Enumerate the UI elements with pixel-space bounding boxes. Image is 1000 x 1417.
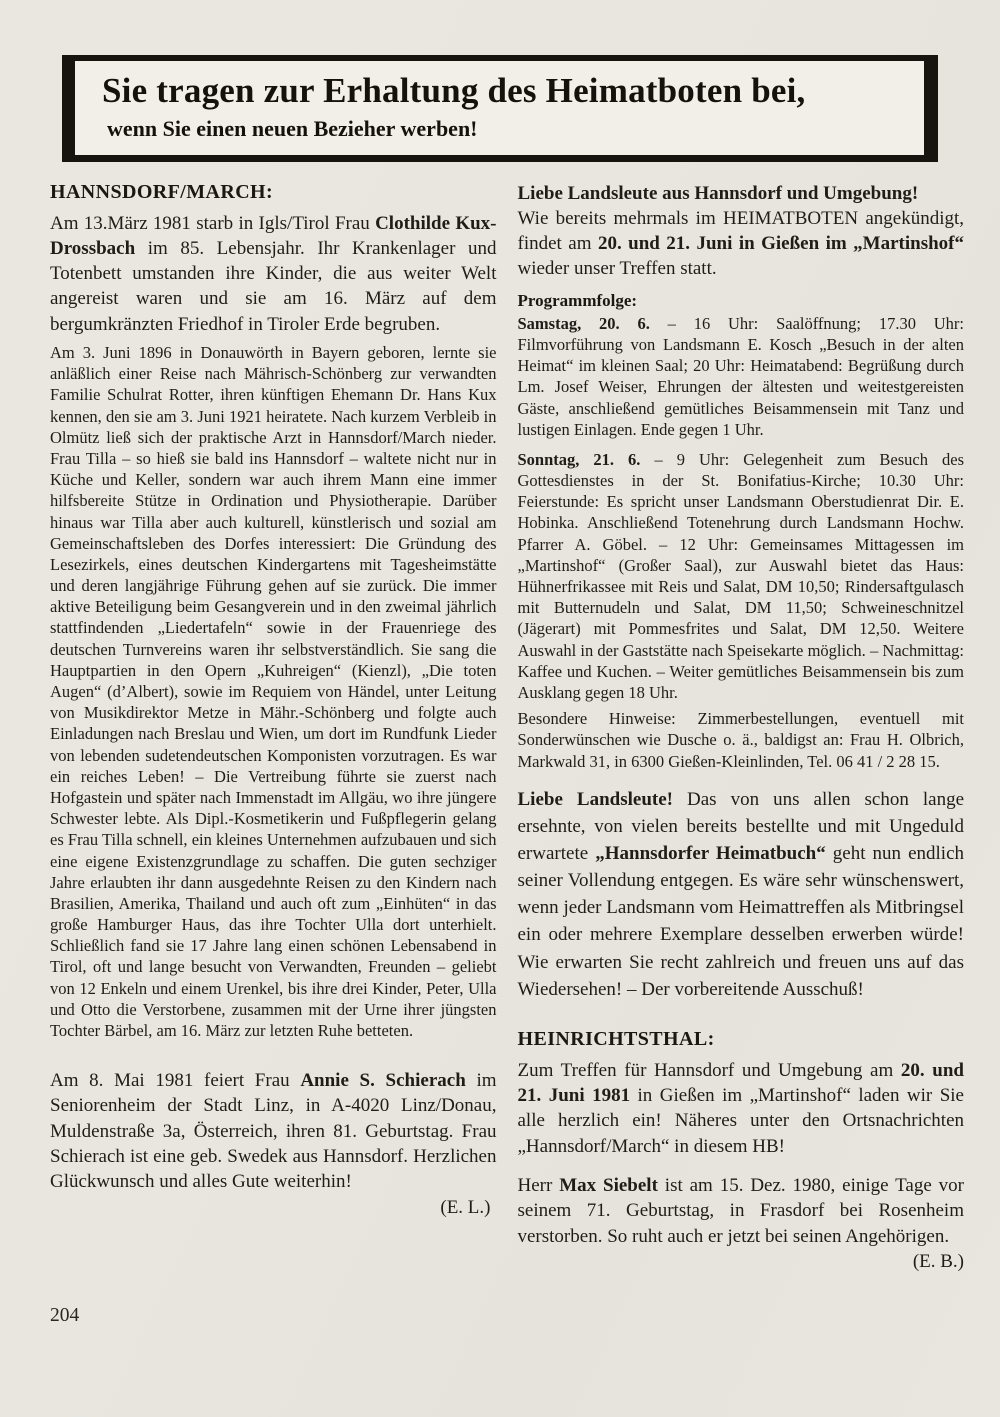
- emphasis-text: Clothilde Kux-Drossbach: [50, 212, 497, 259]
- obituary-kux-intro: [50, 211, 497, 337]
- body-text: Das von uns allen schon lange ersehnte, von vielen bereits bestellte und mit Ungeduld erwartete: [517, 788, 964, 864]
- promo-banner: [62, 55, 938, 162]
- program-saturday: [518, 313, 965, 440]
- heimatbuch-appeal: [518, 786, 965, 1003]
- emphasis-text: Max Siebelt: [559, 1175, 658, 1196]
- body-text: – 9 Uhr: Gelegenheit zum Besuch des Gottesdienstes in der St. Bonifatius-Kirche; 10.30 Uhr: Feierstunde: Es spricht unser Landsmann Oberstudienrat Dir. E. Hobinka. Anschließend Totenehrung durch Landsmann Hochw. Pfarrer A. Göbel. – 12 Uhr: Gemeinsames Mittagessen im „Martinshof“ (Großer Saal), zur Auswahl bietet das Haus: Hühnerfrikassee mit Reis und Salat, DM 10,50; Rindersaftgulasch mit Butternudeln und Salat, DM 11,50; Schweineschnitzel (Jägerart) mit Pommesfrites und Salat, DM 12,50. Weitere Auswahl in der Gaststätte nach Speisekarte möglich. – Nachmittag: Kaffee und Kuchen. – Weiter gemütliches Beisammensein bis zum Ausklang gegen 18 Uhr.: [517, 449, 964, 702]
- emphasis-text: „Hannsdorfer Heimatbuch“: [595, 843, 826, 864]
- birthday-note-schierach: [50, 1068, 497, 1194]
- section-heading-hannsdorf-march: HANNSDORF/MARCH:: [50, 180, 274, 203]
- banner-title: Sie tragen zur Erhaltung des Heimatboten bei,: [102, 71, 806, 110]
- special-notes: [518, 708, 965, 772]
- obituary-kux-biography: [50, 342, 497, 1041]
- body-text: – 16 Uhr: Saalöffnung; 17.30 Uhr: Filmvorführung von Landsmann E. Kosch „Besuch in der alten Heimat“ im kleinen Saal; 20 Uhr: Heimatabend: Begrüßung durch Lm. Josef Weiser, Ehrungen der ältesten und weitestgereisten Gäste, anschließend gemütliches Beisammensein mit Tanz und lustigen Einlagen. Ende gegen 1 Uhr.: [517, 313, 964, 439]
- body-text: Am 13.März 1981 starb in Igls/Tirol Frau: [50, 212, 376, 234]
- program-sunday: [518, 449, 965, 703]
- body-text: Besondere Hinweise: Zimmerbestellungen, eventuell mit Sonderwünschen wie Dusche o. ä., baldigst an: Frau H. Olbrich, Markwald 31, in 6300 Gießen-Kleinlinden, Tel. 06 41 / 2 28 15.: [517, 709, 964, 771]
- emphasis-text: 20. und 21. Juni 1981: [517, 1059, 964, 1107]
- body-text: Herr: [517, 1175, 560, 1196]
- body-text: Am 3. Juni 1896 in Donauwörth in Bayern geboren, lernte sie anläßlich einer Reise nach Mährisch-Schönberg zur verwandten Familie Schulrat Rotter, ihren künftigen Ehemann Dr. Hans Kux kennen, den sie am 3. Juni 1921 heiratete. Nach kurzem Verbleib in Olmütz ließ sich der praktische Arzt in Hannsdorf/March nieder. Frau Tilla – so hieß sie bald ins Hannsdorf – waltete nicht nur in Küche und Keller, sondern war auch ihrem Mann eine immer hilfsbereite Stütze in Ordination und Physiotherapie. Darüber hinaus war Tilla aber auch kulturell, künstlerisch und sozial am Gemeinschaftsleben des Dorfes interessiert: Die Gründung des Lesezirkels, eines deutschen Kindergartens mit Tagesheimstätte und deren langjährige Führung gehen auf sie zurück. Die immer aktive Beteiligung beim Gesangverein und in den zweimal jährlich stattfindenden „Liedertafeln“ sowie in der Frauenriege des deutschen Turnvereins waren ihr selbstverständlich. Sie sang die Hauptpartien in den Opern „Kuhreigen“ (Kienzl), „Die toten Augen“ (d’Albert), sowie im Requiem von Händel, unter Leitung von Musikdirektor Metze in Mähr.-Schönberg und folgte auch Einladungen nach Breslau und Wien, um dort im Rundfunk Lieder von lebenden sudetendeutschen Komponisten vorzutragen. Es war ein reiches Leben! – Die Vertreibung führte sie zuerst nach Hofgastein und später nach Immenstadt im Allgäu, wo ihre jüngere Schwester lebte. Als Dipl.-Kosmetikerin und Fußpflegerin gelang es Frau Tilla schnell, ein kleines Unternehmen aufzubauen und sich eine eigene Existenzgrundlage zu schaffen. Die guten sechziger Jahre erlaubten ihr dann ausgedehnte Reisen zu den Kindern nach Brasilien, Amerika, Thailand und auch oft zum „Einhüten“ in das große Hamburger Haus, das ihre Tochter Ulla dort unterhielt. Schließlich fand sie 17 Jahre lang einen schönen Lebensabend in Tirol, oft und lange besucht von Verwandten, Freunden – geliebt von 12 Enkeln und einem Urenkel, bis ihre drei Kinder, Peter, Ulla und Otto die Verstorbene, zusammen mit der Urne ihrer jüngsten Tochter Bärbel, am 16. März zur letzten Ruhe betteten.: [50, 343, 497, 1041]
- treffen-invitation: [518, 1058, 965, 1159]
- signature-el: (E. L.): [440, 1196, 491, 1218]
- emphasis-text: Annie S. Schierach: [300, 1070, 466, 1092]
- emphasis-text: Liebe Landsleute!: [517, 788, 673, 810]
- treffen-announcement: [518, 206, 965, 282]
- two-column-body: [50, 181, 964, 1274]
- program-heading: Programmfolge:: [517, 290, 638, 310]
- body-text: Am 8. Mai 1981 feiert Frau: [50, 1070, 301, 1092]
- emphasis-text: Sonntag, 21. 6.: [517, 449, 641, 469]
- signature: (E. B.): [912, 1250, 964, 1272]
- body-text: ist am 15. Dez. 1980, einige Tage vor seinem 71. Geburtstag, in Frasdorf bei Rosenheim verstorben. So ruht auch er jetzt bei seinen Angehörigen.: [517, 1175, 964, 1247]
- page-number: 204: [50, 1305, 80, 1326]
- body-text: wieder unser Treffen statt.: [517, 258, 717, 280]
- body-text: geht nun endlich seiner Vollendung entgegen. Es wäre sehr wünschenswert, wenn jeder Landsmann vom Heimattreffen als Mitbringsel ein oder mehrere Exemplare desselben erwerben würde! Wie erwarten Sie recht zahlreich und freuen uns auf das Wiedersehen! – Der vorbereitende Ausschuß!: [517, 843, 965, 1000]
- body-text: in Gießen im „Martinshof“ laden wir Sie alle herzlich ein! Näheres unter den Ortsnachrichten „Hannsdorf/March“ in diesem HB!: [517, 1085, 964, 1157]
- right-column: [518, 181, 965, 1274]
- obituary-siebelt: [517, 1173, 965, 1272]
- greeting-heading: [518, 181, 965, 206]
- banner-subtitle: wenn Sie einen neuen Bezieher werben!: [107, 115, 478, 141]
- emphasis-text: Samstag, 20. 6.: [517, 313, 650, 333]
- left-column: [50, 181, 497, 1274]
- emphasis-text: 20. und 21. Juni in Gießen im „Martinshof“: [597, 233, 965, 255]
- body-text: Zum Treffen für Hannsdorf und Umgebung am: [517, 1059, 901, 1081]
- section-heading-heinrichtsthal: HEINRICHTSTHAL:: [517, 1027, 715, 1050]
- emphasis-text: Liebe Landsleute aus Hannsdorf und Umgebung!: [517, 182, 919, 204]
- body-text: im Seniorenheim der Stadt Linz, in A-4020 Linz/Donau, Muldenstraße 3a, Österreich, ihren 81. Geburtstag. Frau Schierach ist eine geb. Swedek aus Hannsdorf. Herzlichen Glückwunsch und alles Gute weiterhin!: [50, 1070, 497, 1193]
- body-text: im 85. Lebensjahr. Ihr Krankenlager und Totenbett umstanden ihre Kinder, die aus weiter Welt angereist waren und sie am 16. März auf dem bergumkränzten Friedhof in Tiroler Erde begruben.: [50, 237, 497, 335]
- body-text: Wie bereits mehrmals im HEIMATBOTEN angekündigt, findet am: [517, 207, 964, 255]
